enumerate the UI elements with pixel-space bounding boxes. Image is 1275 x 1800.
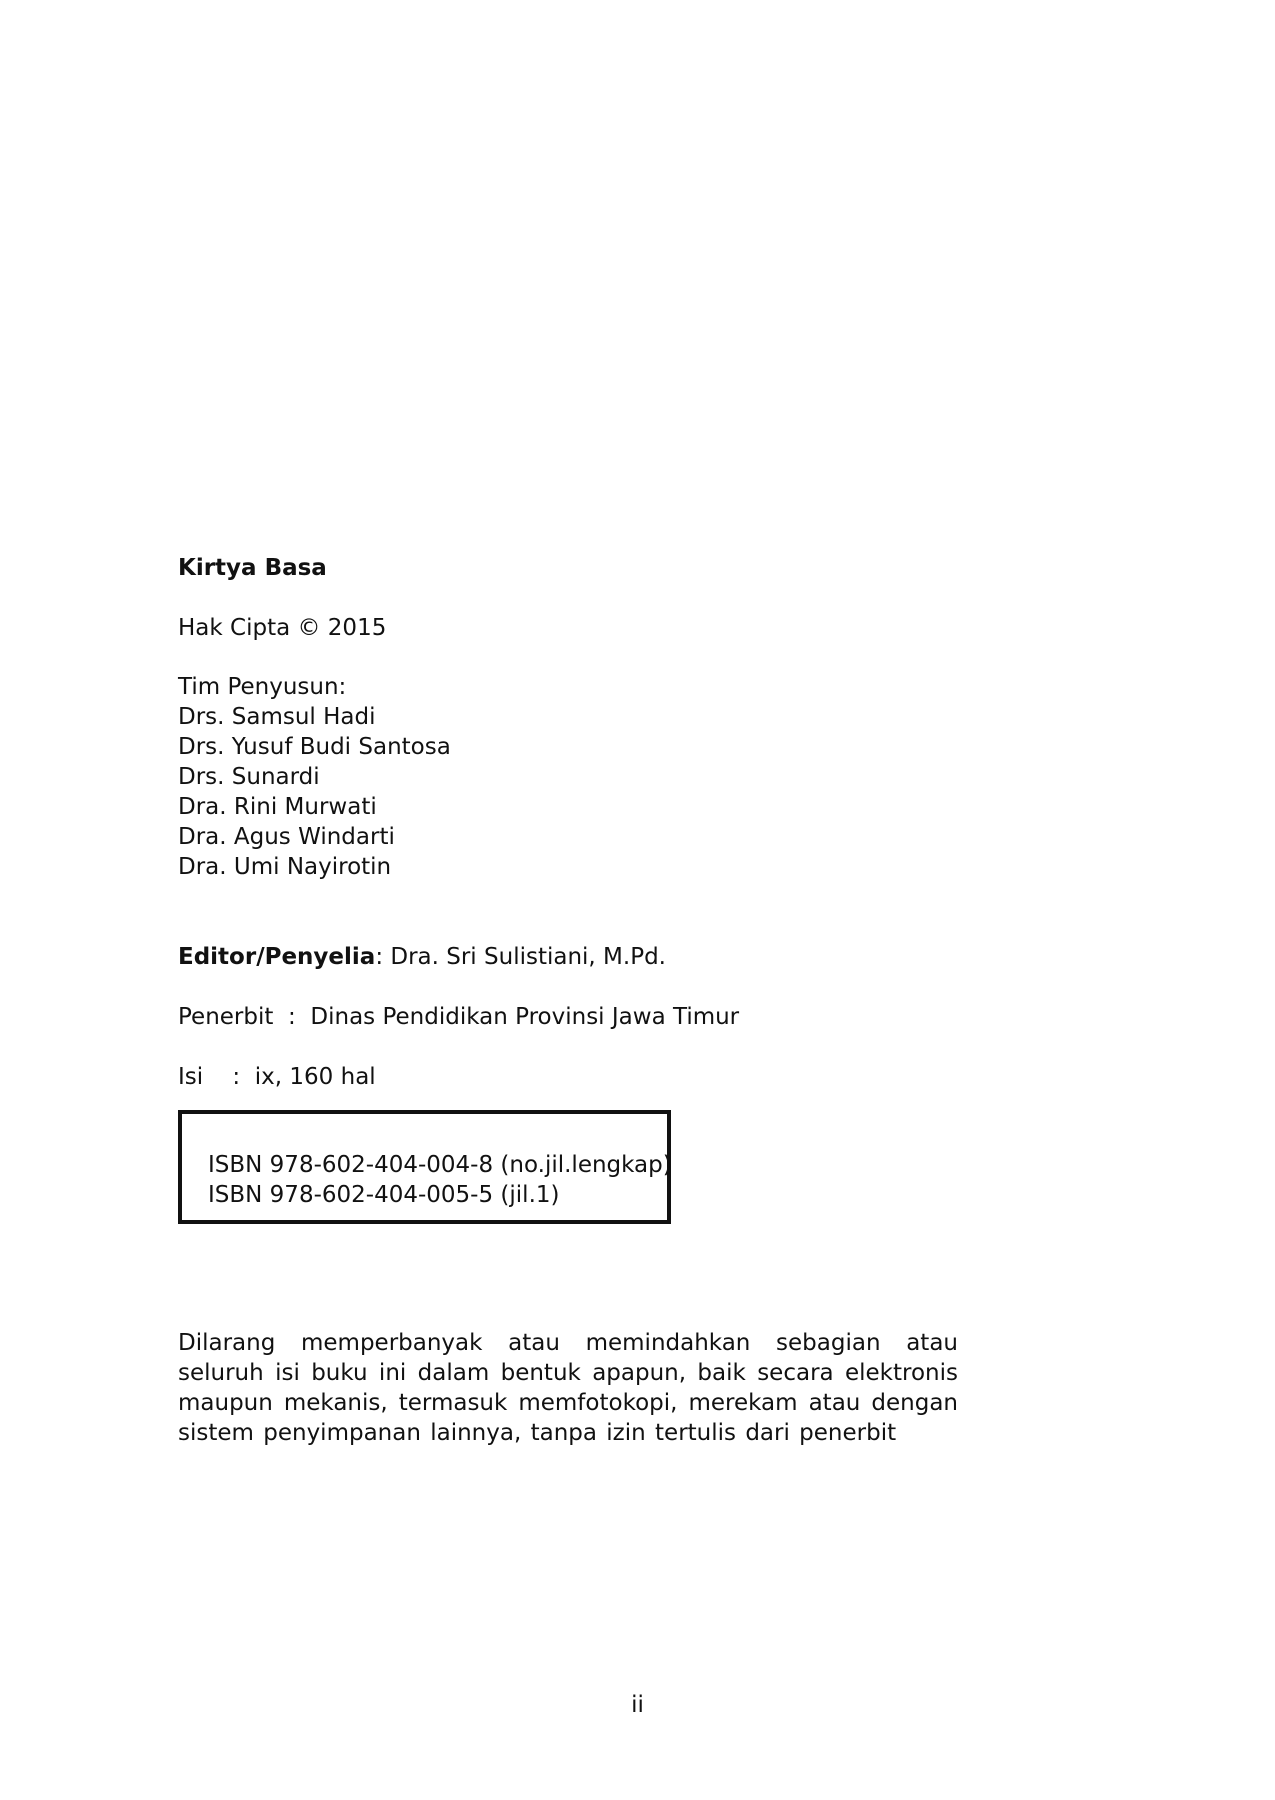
contents-separator: : <box>203 1064 255 1090</box>
isbn-line: ISBN 978-602-404-005-5 (jil.1) <box>208 1182 560 1208</box>
editor-label: Editor/Penyelia <box>178 944 376 970</box>
isbn-line: ISBN 978-602-404-004-8 (no.jil.lengkap) <box>208 1152 672 1178</box>
copyright-line: Hak Cipta © 2015 <box>178 615 387 641</box>
publisher-separator: : <box>273 1004 311 1030</box>
publisher-label: Penerbit <box>178 1004 274 1030</box>
editor-value: : Dra. Sri Sulistiani, M.Pd. <box>375 944 666 970</box>
copyright-notice: Dilarang memperbanyak atau memindahkan sebagian atau seluruh isi buku ini dalam bentuk apapun, baik secara elektronis maupun mekanis, termasuk memfotokopi, merekam atau dengan sistem penyimpanan lainnya, tanpa izin tertulis dari penerbit <box>178 1330 958 1446</box>
isbn-box <box>178 1110 671 1224</box>
author-name: Dra. Agus Windarti <box>178 824 395 850</box>
author-name: Dra. Umi Nayirotin <box>178 854 392 880</box>
author-name: Dra. Rini Murwati <box>178 794 377 820</box>
contents-line <box>178 1062 376 1092</box>
author-name: Drs. Sunardi <box>178 764 320 790</box>
book-title: Kirtya Basa <box>178 555 327 581</box>
publisher-line <box>178 1002 739 1032</box>
publisher-value: Dinas Pendidikan Provinsi Jawa Timur <box>310 1004 740 1030</box>
contents-value: ix, 160 hal <box>254 1064 376 1090</box>
editor-line <box>178 942 666 972</box>
authors-section <box>178 672 451 882</box>
authors-heading: Tim Penyusun: <box>178 674 347 700</box>
author-name: Drs. Yusuf Budi Santosa <box>178 734 451 760</box>
author-name: Drs. Samsul Hadi <box>178 704 376 730</box>
contents-label: Isi <box>178 1064 204 1090</box>
page-number: ii <box>631 1692 644 1718</box>
isbn-lines <box>208 1150 672 1210</box>
